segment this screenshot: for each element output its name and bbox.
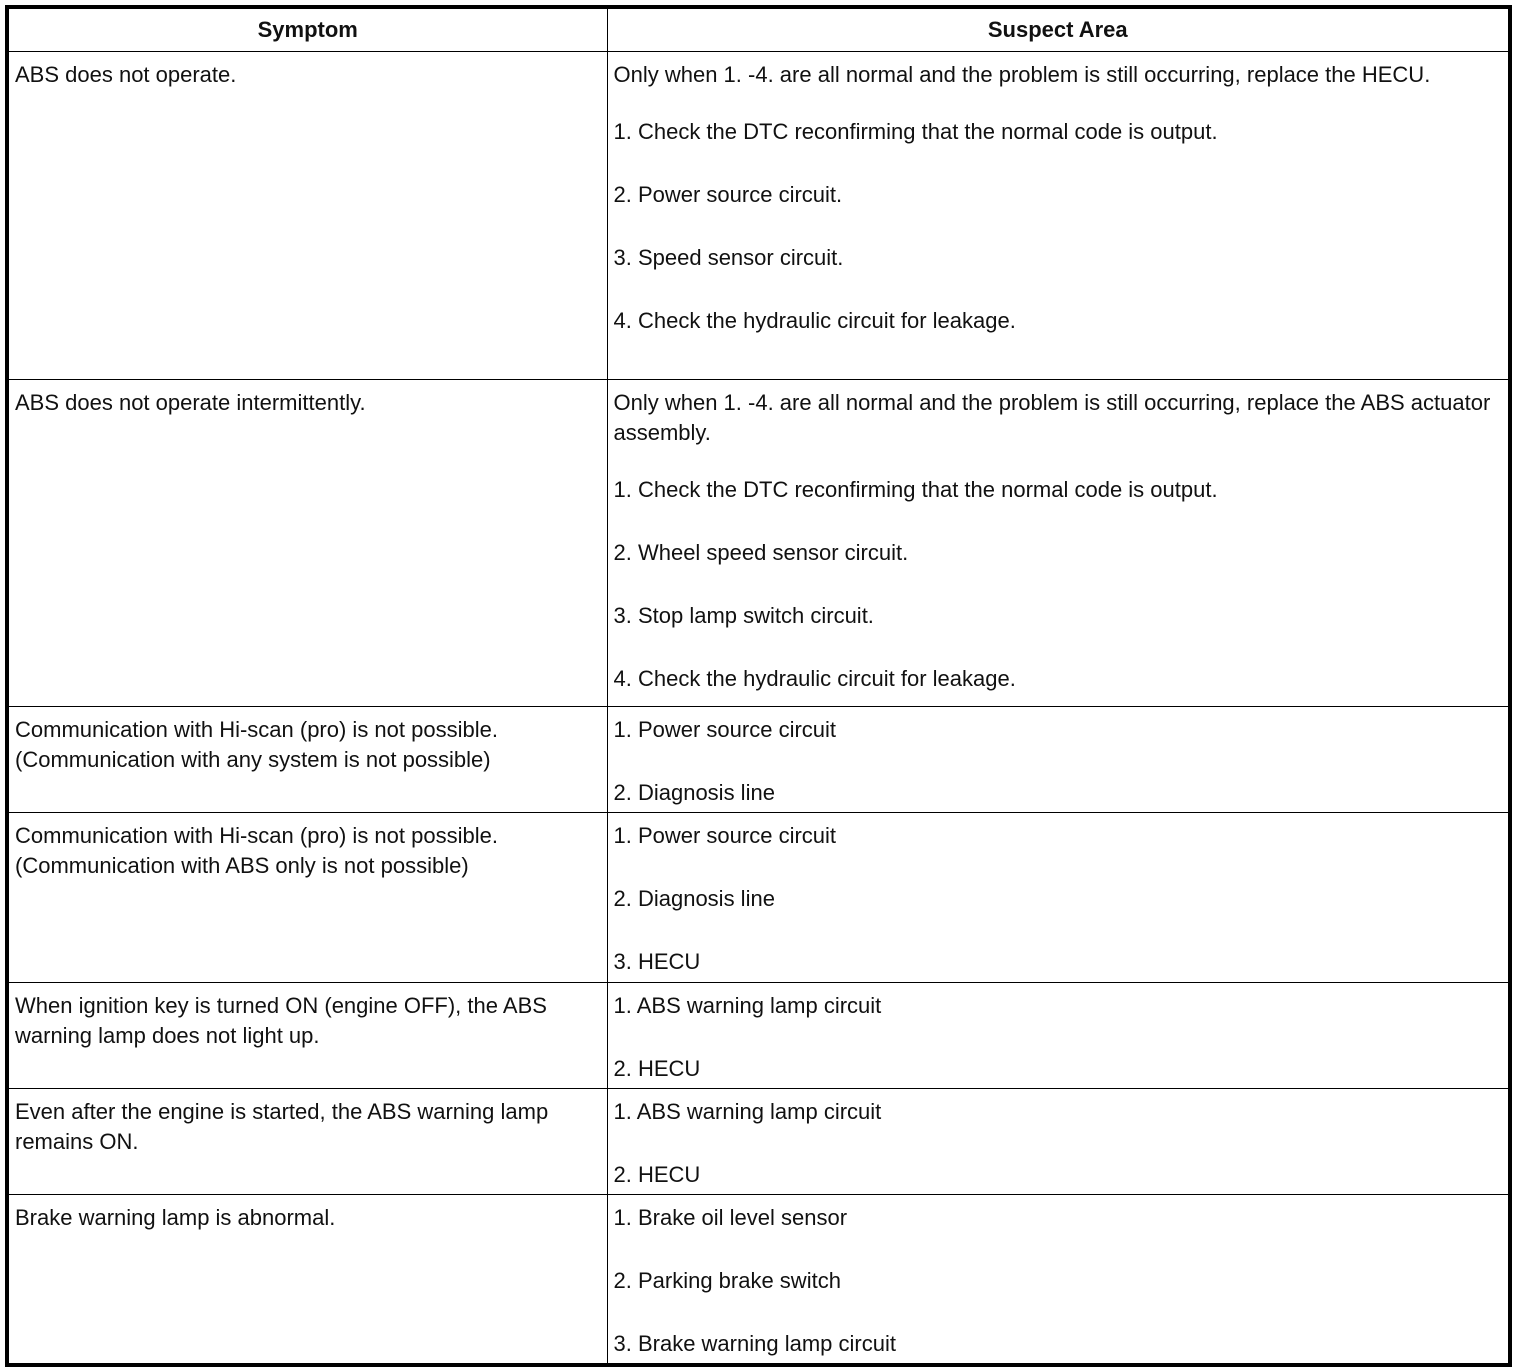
- table-row: [7, 813, 1510, 983]
- suspect-area-cell: [607, 1195, 1510, 1366]
- suspect-area-step: 4. Check the hydraulic circuit for leakage.: [613, 666, 1016, 691]
- suspect-area-step: 1. Power source circuit: [613, 717, 837, 742]
- header-symptom: Symptom: [7, 7, 607, 52]
- suspect-area-step: 1. Power source circuit: [613, 823, 837, 848]
- suspect-area-intro: Only when 1. -4. are all normal and the problem is still occurring, replace the ABS actuator assembly.: [613, 390, 1491, 445]
- suspect-area-step: 1. Check the DTC reconfirming that the normal code is output.: [613, 119, 1218, 144]
- suspect-area-step: 2. Wheel speed sensor circuit.: [613, 540, 909, 565]
- suspect-area-step: 2. HECU: [613, 1056, 701, 1081]
- suspect-area-step: 2. Parking brake switch: [613, 1268, 841, 1293]
- suspect-area-cell: [607, 813, 1510, 983]
- troubleshooting-table: [5, 5, 1512, 1367]
- suspect-area-step: 2. Diagnosis line: [613, 780, 775, 805]
- header-suspect-area: Suspect Area: [607, 7, 1510, 52]
- suspect-area-cell: [607, 380, 1510, 707]
- symptom-cell: Communication with Hi-scan (pro) is not possible. (Communication with any system is not possible): [7, 707, 607, 813]
- suspect-area-step: 3. HECU: [613, 949, 701, 974]
- suspect-area-cell: [607, 983, 1510, 1089]
- symptom-cell: Communication with Hi-scan (pro) is not possible. (Communication with ABS only is not possible): [7, 813, 607, 983]
- suspect-area-cell: [607, 707, 1510, 813]
- table-row: [7, 1089, 1510, 1195]
- table-row: [7, 52, 1510, 380]
- table-row: [7, 983, 1510, 1089]
- suspect-area-step: 3. Speed sensor circuit.: [613, 245, 844, 270]
- suspect-area-step: 1. ABS warning lamp circuit: [613, 993, 882, 1018]
- suspect-area-step: 4. Check the hydraulic circuit for leakage.: [613, 308, 1016, 333]
- suspect-area-intro: Only when 1. -4. are all normal and the problem is still occurring, replace the HECU.: [613, 62, 1431, 87]
- suspect-area-cell: [607, 52, 1510, 380]
- symptom-cell: Brake warning lamp is abnormal.: [7, 1195, 607, 1366]
- table-row: [7, 1195, 1510, 1366]
- table-row: [7, 380, 1510, 707]
- suspect-area-step: 3. Brake warning lamp circuit: [613, 1331, 896, 1356]
- suspect-area-step: 2. Diagnosis line: [613, 886, 775, 911]
- table-row: [7, 707, 1510, 813]
- suspect-area-step: 1. Check the DTC reconfirming that the normal code is output.: [613, 477, 1218, 502]
- symptom-cell: Even after the engine is started, the ABS warning lamp remains ON.: [7, 1089, 607, 1195]
- symptom-cell: When ignition key is turned ON (engine OFF), the ABS warning lamp does not light up.: [7, 983, 607, 1089]
- suspect-area-step: 2. Power source circuit.: [613, 182, 843, 207]
- suspect-area-step: 3. Stop lamp switch circuit.: [613, 603, 874, 628]
- symptom-cell: ABS does not operate intermittently.: [7, 380, 607, 707]
- suspect-area-step: 1. ABS warning lamp circuit: [613, 1099, 882, 1124]
- suspect-area-cell: [607, 1089, 1510, 1195]
- suspect-area-step: 1. Brake oil level sensor: [613, 1205, 848, 1230]
- suspect-area-step: 2. HECU: [613, 1162, 701, 1187]
- symptom-cell: ABS does not operate.: [7, 52, 607, 380]
- header-row: [7, 7, 1510, 52]
